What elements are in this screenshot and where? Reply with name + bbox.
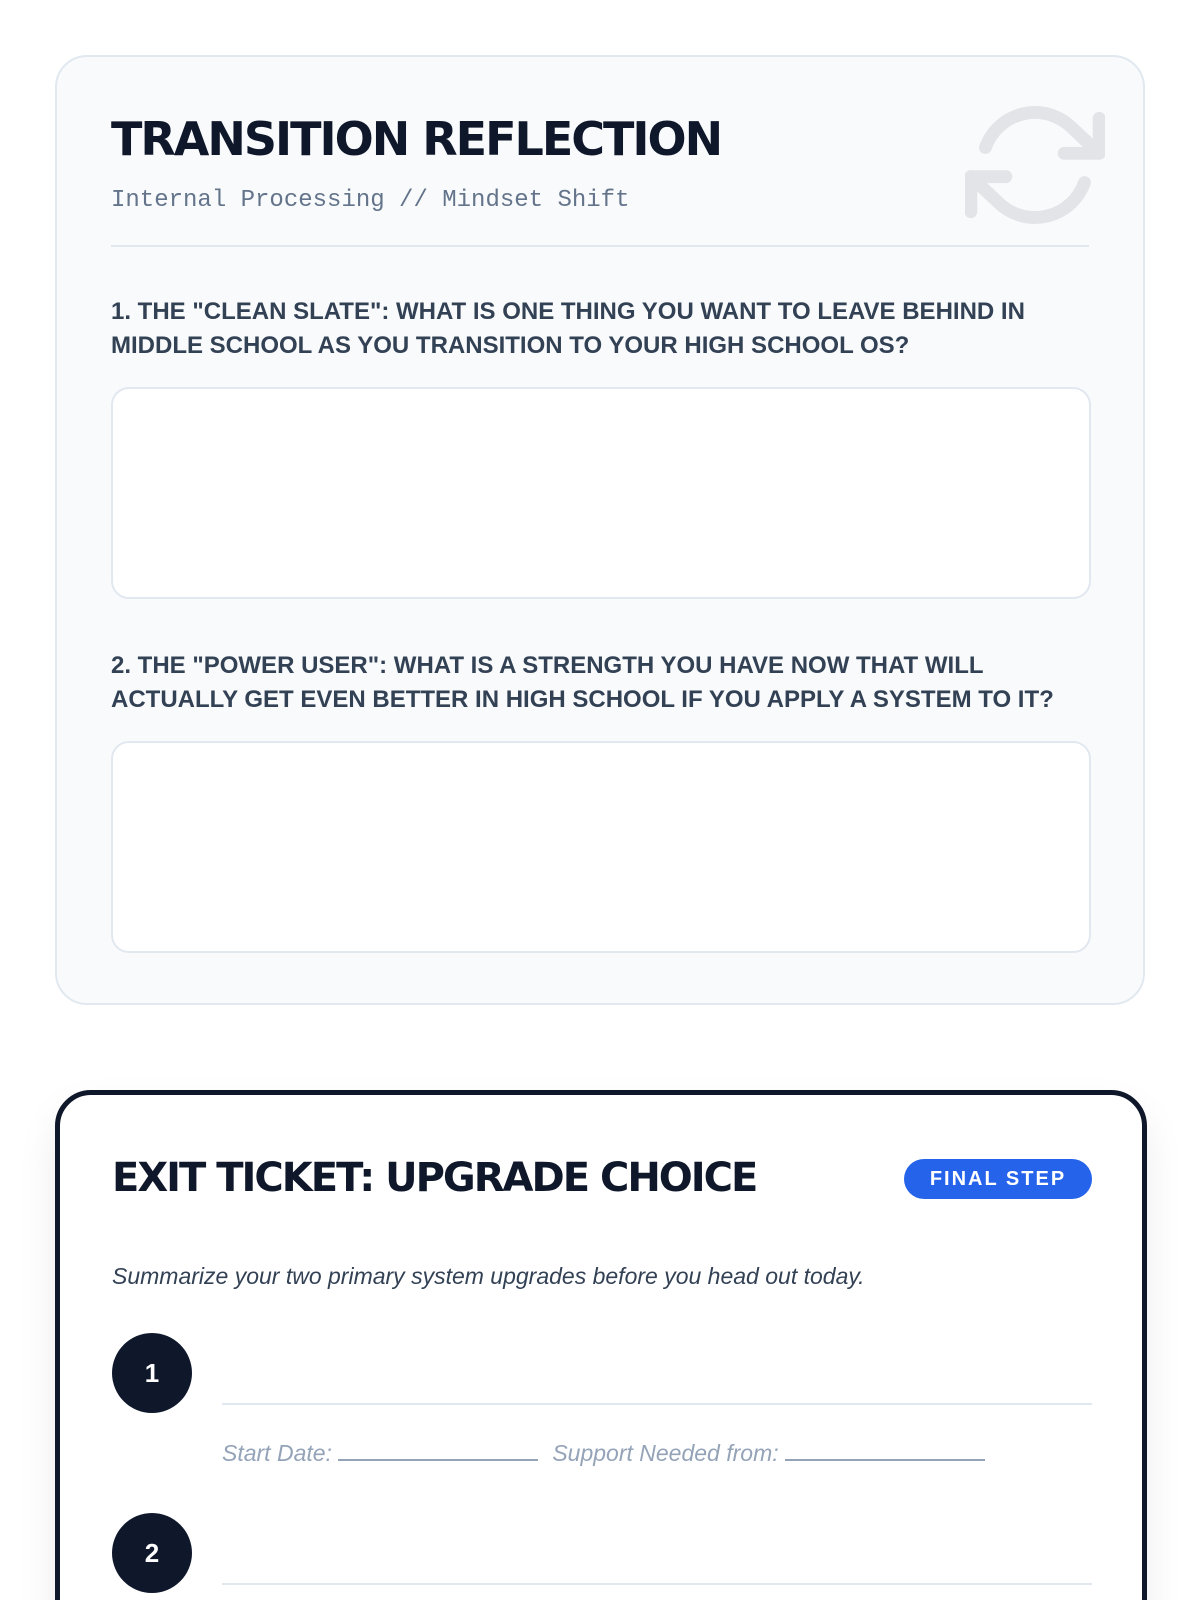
final-step-badge: FINAL STEP (904, 1159, 1092, 1199)
start-date-label: Start Date: (222, 1440, 332, 1466)
question-clean-slate: 1. THE "CLEAN SLATE": WHAT IS ONE THING YOU WANT TO LEAVE BEHIND IN MIDDLE SCHOOL AS YOU TRANSITION TO YOUR HIGH SCHOOL OS? (111, 298, 1025, 359)
sync-icon (965, 95, 1105, 235)
upgrade-write-line-1[interactable] (222, 1403, 1092, 1405)
upgrade-write-line-2[interactable] (222, 1583, 1092, 1585)
transition-reflection-card (55, 55, 1145, 1005)
answer-box-clean-slate[interactable] (111, 387, 1091, 599)
start-date-blank[interactable] (338, 1459, 538, 1461)
question-power-user: 2. THE "POWER USER": WHAT IS A STRENGTH YOU HAVE NOW THAT WILL ACTUALLY GET EVEN BETTER IN HIGH SCHOOL IF YOU APPLY A SYSTEM TO IT? (111, 652, 1054, 713)
reflection-title: TRANSITION REFLECTION (111, 112, 722, 166)
reflection-subtitle: Internal Processing // Mindset Shift (111, 187, 630, 214)
upgrade-number-1: 1 (112, 1333, 192, 1413)
header-divider (111, 245, 1089, 247)
support-needed-label: Support Needed from: (552, 1440, 779, 1466)
exit-ticket-card (55, 1090, 1147, 1600)
support-needed-blank[interactable] (785, 1459, 985, 1461)
exit-ticket-instructions: Summarize your two primary system upgrades before you head out today. (112, 1263, 865, 1289)
answer-box-power-user[interactable] (111, 741, 1091, 953)
exit-ticket-title: EXIT TICKET: UPGRADE CHOICE (112, 1155, 757, 1201)
upgrade-meta-line-1 (222, 1440, 993, 1467)
upgrade-number-2: 2 (112, 1513, 192, 1593)
